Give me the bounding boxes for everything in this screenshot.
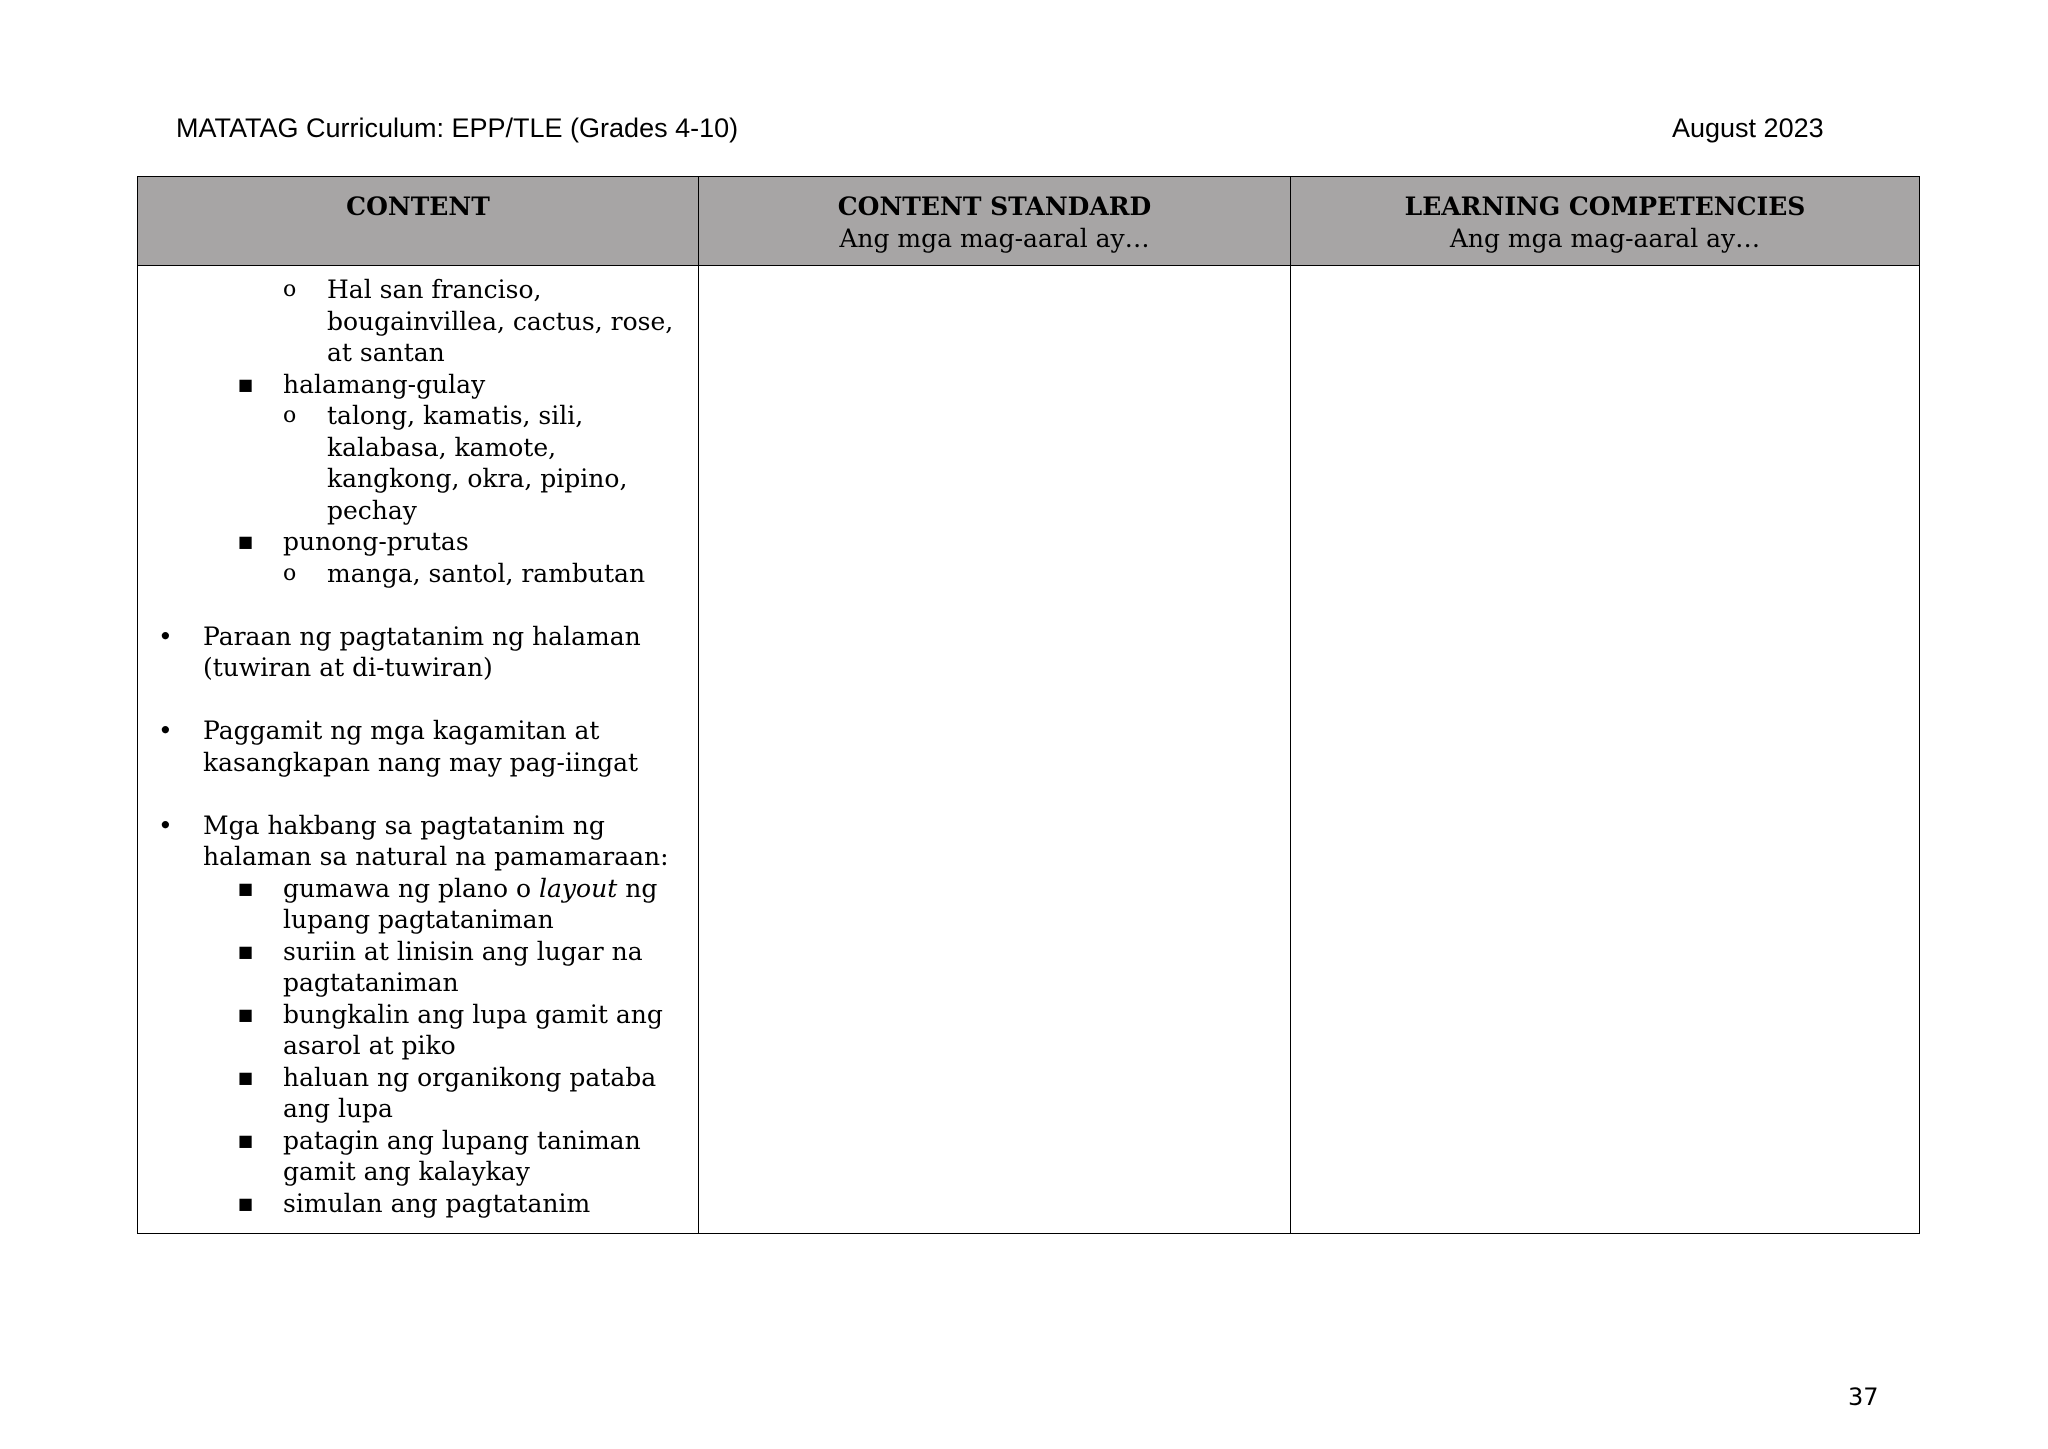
column-header-learning-competencies: [1291, 177, 1920, 266]
italic-term: layout: [539, 873, 618, 903]
list-item: • Paraan ng pagtatanim ng halaman: [158, 621, 641, 651]
list-item-continuation: asarol at piko: [283, 1031, 456, 1060]
table-header-row: [138, 177, 1920, 266]
square-bullet-icon: ■: [238, 878, 254, 898]
list-item: • Mga hakbang sa pagtatanim ng: [158, 810, 605, 840]
square-bullet-icon: ■: [238, 1193, 254, 1213]
list-item-continuation: bougainvillea, cactus, rose,: [327, 306, 674, 336]
content-list: [138, 266, 698, 1219]
column-subtitle: Ang mga mag-aaral ay…: [1449, 224, 1761, 253]
learning-competencies-cell: [1291, 266, 1920, 1234]
document-header-title: MATATAG Curriculum: EPP/TLE (Grades 4-10): [176, 113, 739, 143]
list-item-continuation: kangkong, okra, pipino,: [327, 464, 628, 493]
square-bullet-icon: ■: [238, 1004, 254, 1024]
list-item-continuation: kasangkapan nang may pag-iingat: [203, 747, 639, 777]
list-item-continuation: lupang pagtataniman: [283, 905, 554, 934]
list-item-continuation: at santan: [327, 338, 445, 367]
table-body-row: [138, 266, 1920, 1234]
list-item: • Paggamit ng mga kagamitan at: [158, 716, 600, 745]
list-item: ■ halamang-gulay: [238, 369, 486, 399]
column-header-content-standard: [699, 177, 1291, 266]
list-item: ■ suriin at linisin ang lugar na: [238, 936, 643, 966]
page-number: 37: [1848, 1383, 1879, 1411]
square-bullet-icon: ■: [238, 941, 254, 961]
curriculum-table: [137, 176, 1920, 1234]
hollow-bullet-icon: o: [283, 560, 297, 586]
column-title: CONTENT STANDARD: [837, 192, 1152, 221]
list-item-continuation: (tuwiran at di-tuwiran): [203, 653, 493, 682]
column-subtitle: Ang mga mag-aaral ay…: [839, 224, 1150, 253]
list-item-continuation: pechay: [327, 495, 417, 525]
hollow-bullet-icon: o: [283, 403, 297, 428]
square-bullet-icon: ■: [238, 1130, 254, 1150]
content-cell: [138, 266, 699, 1234]
round-bullet-icon: •: [158, 621, 173, 651]
document-header-date: August 2023: [1672, 113, 1824, 143]
list-item: o manga, santol, rambutan: [283, 558, 646, 588]
list-item-continuation: ang lupa: [283, 1094, 393, 1123]
column-title: LEARNING COMPETENCIES: [1404, 192, 1806, 221]
square-bullet-icon: ■: [238, 374, 254, 394]
list-item: ■ gumawa ng plano o layout ng: [238, 873, 658, 903]
list-item: ■ patagin ang lupang taniman: [238, 1125, 641, 1155]
list-item: ■ haluan ng organikong pataba: [238, 1062, 657, 1092]
list-item-continuation: halaman sa natural na pamamaraan:: [203, 842, 669, 871]
list-item: o Hal san franciso,: [283, 275, 542, 304]
list-item: ■ punong-prutas: [238, 527, 469, 556]
round-bullet-icon: •: [158, 810, 173, 840]
list-item-continuation: pagtataniman: [283, 968, 459, 997]
column-header-content: [138, 177, 699, 266]
list-item: ■ simulan ang pagtatanim: [238, 1188, 591, 1218]
hollow-bullet-icon: o: [283, 277, 297, 302]
list-item: o talong, kamatis, sili,: [283, 401, 584, 430]
round-bullet-icon: •: [158, 716, 173, 745]
list-item-continuation: kalabasa, kamote,: [327, 432, 557, 462]
square-bullet-icon: ■: [238, 1067, 254, 1087]
list-item: ■ bungkalin ang lupa gamit ang: [238, 999, 663, 1029]
list-item-continuation: gamit ang kalaykay: [283, 1157, 530, 1186]
column-title: CONTENT: [346, 192, 490, 221]
square-bullet-icon: ■: [238, 532, 254, 551]
content-standard-cell: [699, 266, 1291, 1234]
